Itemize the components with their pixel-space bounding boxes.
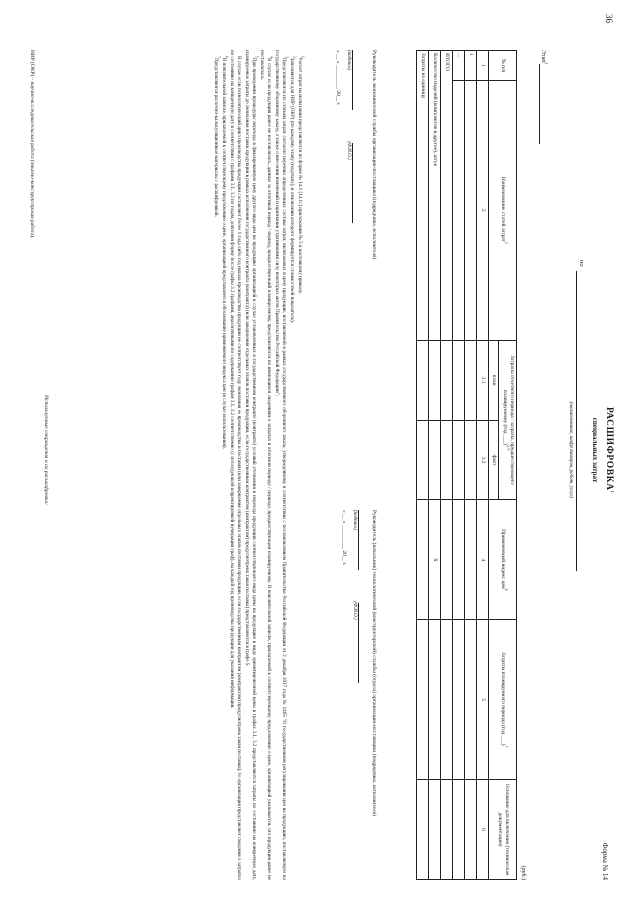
document-subtitle: специальных затрат <box>591 417 599 483</box>
stage-footnote-mark: 2 <box>544 62 548 65</box>
footnote-mark: 4 <box>269 56 274 58</box>
fio-blank <box>352 143 359 223</box>
signature-blank <box>352 50 359 110</box>
col-num-2: 2 <box>477 80 489 340</box>
footnote <box>296 50 303 880</box>
footnote-text: При проведении процедуры перехода в фиксированную цену другого вида цен на продукцию организацией в случае установленных в государственном контракте (контракте) условий уточнения и перехода продукции соответствующего вида цены на продукцию в виде ориентировочной цены в графах 3.1, 3.2 представляются затраты по состоянию на конкретную дату, планируемые затраты до окончания поставки продукции в рамках исполнения государственного контракта (контракта) (или завершения отдельных этапов поставки продукции, если государственным контрактом (контрактом) предусмотрена такая поставка) представляются в графе 5. <box>243 50 257 880</box>
costs-table <box>416 50 517 880</box>
footnote-text: Заполняется для НИР (ОКР) (по каждому этапу (подэтапу), в отношении которого формируется стоимостной показатель). <box>288 57 295 323</box>
col-num-6: 6 <box>477 780 489 880</box>
header-name <box>489 80 517 340</box>
footnote-mark: 3 <box>284 56 289 58</box>
signature-caption: (подпись) <box>346 50 352 71</box>
header-period <box>499 340 517 500</box>
form-number: Форма № 14 <box>601 842 609 880</box>
currency-unit: (руб.) <box>520 865 526 880</box>
col-num-4: 4 <box>477 500 489 620</box>
stage-blank <box>539 64 547 144</box>
signature-date: « __ » _________ 20__ г. <box>334 50 341 106</box>
footnote-mark: 7 <box>216 56 221 58</box>
title-text: РАСШИФРОВКА <box>604 406 614 491</box>
header-index <box>489 500 517 620</box>
footnote-mark: 2 <box>292 56 297 58</box>
footnote <box>212 50 219 880</box>
table-row-total <box>441 51 453 880</box>
header-no: № п/п <box>489 51 517 81</box>
signature-date: « __ » _________ 20__ г. <box>340 510 347 566</box>
total-label: ИТОГО <box>441 51 453 341</box>
header-basis: Основание для включения (техническая документация) <box>489 780 517 880</box>
col-num-3-1: 3.1 <box>477 340 489 420</box>
footnotes <box>210 50 303 880</box>
fio-blank <box>358 603 365 683</box>
footnote-text: Расчет затрат на испытания представляется по форме № 14.1 (14.1с) приложения № 5 к настоящему приказу. <box>297 57 303 295</box>
header-period-mark: 4, 5 <box>505 444 510 451</box>
signature-block-economic <box>333 50 377 370</box>
footnote-text: В пояснительной записке, прилагаемой к соответствующему предложению о цене, организацией представляется обоснование применяемого индекса цен (в случае использования). <box>220 57 227 449</box>
footnote-text: В случае если технологический цикл производства продукции составляет более 1 года либо год начала производства продукции не соответствует году окончания ее производства и поставки (или завершения отдельных этапов поставки продукции, если государственным контрактом (контрактом) предусмотрена такая поставка), то организация представляет сведения о затратах по состоянию на конкретную дату в соответствии с графами 3.1, 3.2 по годам, дополняя форму после графы 3.2 графами, аналогичными по содержанию графам 3.1, 3.2 соответственно (с последующей корректировкой нумерации граф), на каждый год производства продукции для указания информации. <box>229 50 242 880</box>
signature-blank <box>358 510 365 570</box>
footnote-mark: 1 <box>300 56 305 58</box>
header-index-text: Применяемый индекс цен <box>500 529 507 589</box>
header-planned <box>489 620 517 780</box>
col-num-1: 1 <box>477 51 489 81</box>
table-row <box>465 51 477 880</box>
header-name-mark: 3 <box>504 241 508 244</box>
col-num-3-2: 3.2 <box>477 420 489 500</box>
header-index-mark: 6 <box>504 588 508 591</box>
abbreviation-entry: НИР (ОКР) – научно-исследовательская работа (опытно-конструкторская работа). <box>29 50 35 239</box>
table-row-qty <box>429 51 441 880</box>
fio-caption: (Ф.И.О.) <box>346 141 352 160</box>
table-header-row <box>499 51 517 880</box>
product-line-caption: (наименование, шифр товаров, работ, услуг) <box>568 401 573 499</box>
footnote-mark: 6 <box>224 56 229 58</box>
footnote-mark: 5 <box>254 56 259 58</box>
title-footnote-mark: 1 <box>610 490 615 494</box>
header-plan: план <box>489 340 499 420</box>
header-fact: факт <box>489 420 499 500</box>
signature-caption: (подпись) <box>352 510 358 531</box>
header-planned-text: Затраты планируемого периода (год ___) <box>500 652 507 746</box>
stage-line <box>539 50 547 144</box>
row-2-no: ... <box>453 51 465 81</box>
stage-label: Этап <box>540 50 546 63</box>
document-title <box>602 10 615 890</box>
header-planned-mark: 7 <box>504 745 508 748</box>
footnote-text: В случае если продукция ранее не поставлялась, данные за отчетный период / период, предшествующий планируемому, представляются по имеющимся сведениям о затратах в отчетном периоде / периоде, предшествующем планируемому. В пояснительной записке, прилагаемой к соответствующему предложению о цене, организацией указывается, что продукция ранее не поставлялась. <box>258 50 272 880</box>
per-unit-label: Затраты на единицу <box>417 51 429 341</box>
product-line <box>576 260 585 640</box>
footnote-text: Представляются расчетно-калькуляционные материалы с расшифровкой. <box>212 57 219 217</box>
rotated-page-content <box>0 10 615 890</box>
footnote <box>243 50 259 880</box>
header-name-text: Наименование статей затрат <box>500 176 507 242</box>
row-1-no: 1 <box>465 51 477 81</box>
footnote <box>288 50 295 880</box>
product-line-blank <box>576 271 584 571</box>
table-number-row <box>477 51 489 880</box>
footnote-text: Представляются по статьям затрат согласно перечню определенных состава затрат, включаемых в цену продукции, поставляемой в рамках государственного оборонного заказа, утвержденному в соответствии с постановлением Правительства Российской Федерации от 2 декабря 2017 года № 1465 "О государственном регулировании цен на продукцию, поставляемую по государственному оборонному заказу, а также о внесении изменений и признании утратившими силу некоторых актов Правительства Российской Федерации". <box>273 50 287 880</box>
signature-role: Руководитель экономической службы организации-поставщика (подрядчика, исполнителя) <box>371 50 377 260</box>
footnote <box>228 50 241 880</box>
signature-role: Руководитель (начальник) технологической (конструкторской) службы (отдела) организации-поставщика (подрядчика, исполнителя) <box>371 510 377 816</box>
page-number: 36 <box>604 14 614 23</box>
table-row <box>453 51 465 880</box>
footnote <box>273 50 289 880</box>
signature-block-technical <box>339 510 377 830</box>
fio-caption: (Ф.И.О.) <box>352 601 358 620</box>
footnote <box>220 50 227 880</box>
qty-label: Количество изделий (комплектов и другое), штук <box>429 51 441 341</box>
header-period-text: Затраты отчетного периода / затраты, предшествующего планируемому (год ___) <box>501 355 515 485</box>
col-num-5: 5 <box>477 620 489 780</box>
product-line-label: по <box>578 260 585 267</box>
table-row-per-unit <box>417 51 429 880</box>
footnote <box>258 50 274 880</box>
qty-mark: X <box>429 500 441 620</box>
abbreviations-heading: Используемые сокращения и их расшифровка: <box>43 394 49 506</box>
